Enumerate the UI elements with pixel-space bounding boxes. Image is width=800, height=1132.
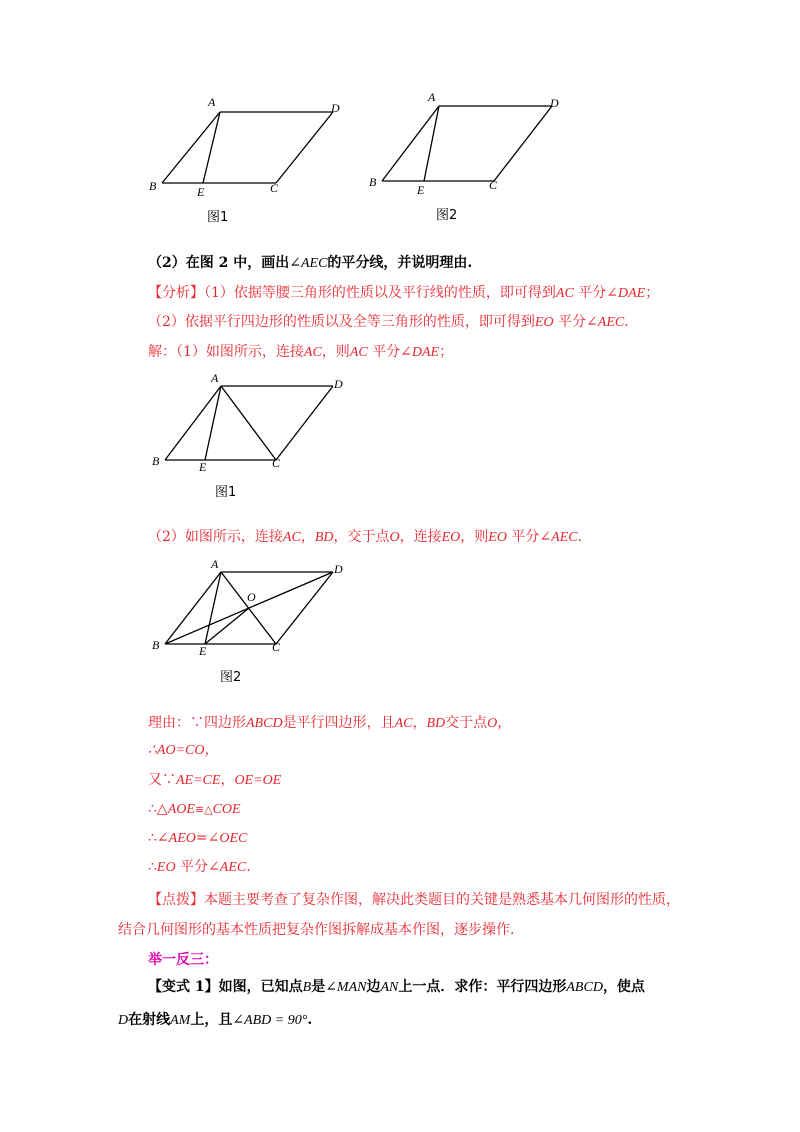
label-B: B: [149, 179, 157, 193]
tip-line-2: 结合几何图形的基本性质把复杂作图拆解成基本作图，逐步操作.: [118, 922, 515, 938]
label-D: D: [331, 101, 340, 115]
label-E: E: [197, 185, 205, 199]
label-E: E: [199, 460, 207, 474]
label-A: A: [428, 90, 436, 104]
label-C: C: [270, 181, 279, 195]
solution-figure-1: [0, 360, 800, 510]
reason-line-5: ∴∠AEO=∠OEC: [148, 830, 248, 846]
reason-line-6: ∴EO 平分∠AEC.: [148, 859, 251, 875]
label-C: C: [272, 640, 281, 654]
figure-2-caption: 图2: [436, 208, 458, 223]
label-B: B: [152, 638, 160, 652]
variant-1-line-2: D在射线AM上，且∠ABD = 90°.: [118, 1012, 313, 1028]
tip-line-1: 【点拨】本题主要考查了复杂作图，解决此类题目的关键是熟悉基本几何图形的性质，: [148, 892, 680, 908]
reason-line-2: ∴AO=CO，: [148, 743, 219, 758]
label-E: E: [199, 644, 207, 658]
solution-figure-2: [0, 550, 800, 700]
variant-1-line-1: 【变式 1】如图，已知点B是∠MAN边AN上一点．求作：平行四边形ABCD，使点: [148, 979, 645, 995]
label-A: A: [211, 557, 219, 571]
practice-heading: 举一反三：: [148, 952, 218, 968]
reason-line-1: 理由：∵四边形ABCD是平行四边形，且AC，BD交于点O，: [148, 715, 512, 731]
solution-line-2: （2）如图所示，连接AC，BD，交于点O，连接EO，则EO 平分∠AEC.: [148, 529, 583, 545]
label-D: D: [334, 377, 343, 391]
label-C: C: [489, 178, 498, 192]
reason-line-4: ∴△AOE≌△COE: [148, 801, 241, 817]
label-D: D: [334, 562, 343, 576]
reason-line-3: 又∵AE=CE，OE=OE: [148, 772, 282, 788]
label-D: D: [550, 96, 559, 110]
label-A: A: [208, 95, 216, 109]
label-E: E: [417, 183, 425, 197]
label-B: B: [152, 454, 160, 468]
figure-1-caption: 图1: [207, 210, 229, 225]
analysis-line-1: 【分析】（1）依据等腰三角形的性质以及平行线的性质，即可得到AC 平分∠DAE；: [148, 285, 660, 301]
figure-2-top: [0, 0, 800, 240]
label-A: A: [211, 371, 219, 385]
label-O: O: [247, 590, 256, 604]
solution-figure-1-caption: 图1: [215, 485, 237, 500]
analysis-line-2: （2）依据平行四边形的性质以及全等三角形的性质，即可得到EO 平分∠AEC.: [148, 314, 629, 330]
label-B: B: [369, 175, 377, 189]
question-line: （2）在图 2 中，画出∠AEC的平分线，并说明理由.: [148, 255, 473, 271]
solution-line-1: 解：（1）如图所示，连接AC，则AC 平分∠DAE；: [148, 344, 454, 360]
label-C: C: [272, 456, 281, 470]
solution-figure-2-caption: 图2: [220, 670, 242, 685]
